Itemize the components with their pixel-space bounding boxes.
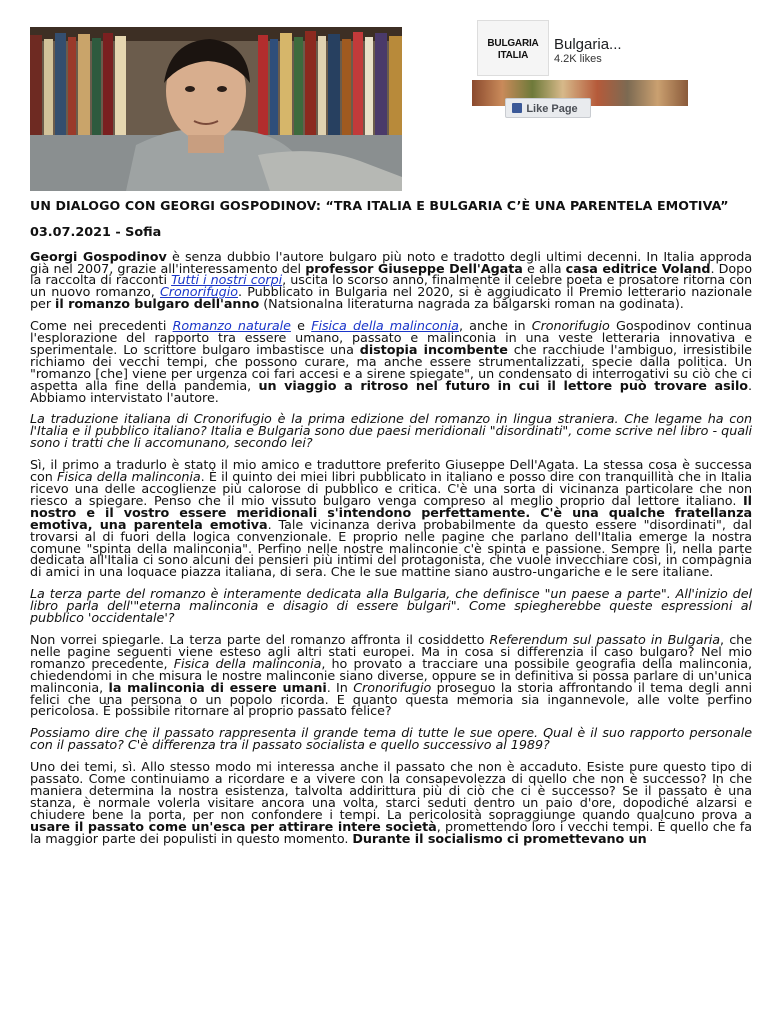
text: Come nei precedenti bbox=[30, 319, 173, 335]
text: , promettendo loro i vecchi tempi. È quello che fa la maggior parte dei populisti in questo momento. bbox=[30, 819, 752, 847]
answer-2 bbox=[30, 632, 753, 720]
summary-paragraph bbox=[30, 321, 752, 404]
text: . Abbiamo intervistato l'autore. bbox=[30, 378, 752, 406]
intro-paragraph bbox=[30, 249, 752, 313]
logo-text-line1: BULGARIA bbox=[487, 38, 539, 49]
text: , uscita lo scorso anno, finalmente il celebre poeta e prosatore ritorna con un nuovo romanzo, bbox=[30, 273, 752, 301]
text: e alla bbox=[522, 261, 566, 277]
text: proseguo la storia affrontando il tema degli anni felici che una persona o un popolo ricorda. E quanto questa memoria sia ingannevole, alle volte perfino pericolosa. È possibile ritornare al proprio passato felice? bbox=[30, 680, 753, 720]
text: Non vorrei spiegarle. La terza parte del romanzo affronta il cosiddetto bbox=[30, 632, 490, 648]
text: che racchiude l'ambiguo, irresistibile richiamo dei vecchi tempi, che possono curare, ma anche essere strumentalizzati, specie dalla politica. Un "romanzo [che] viene per urgenza coi fari accesi e a sirene spiegate", un condensato di interrogativi su ciò che ci aspetta alla fine della pandemia, bbox=[30, 342, 752, 394]
answer-3 bbox=[30, 762, 752, 845]
text: . In bbox=[326, 680, 354, 696]
emphasis: Il nostro e il vostro essere meridionali s'intendono perfettamente. C'è una qualche fratellanza emotiva, una parentela emotiva bbox=[30, 493, 752, 533]
author-photo bbox=[30, 27, 402, 191]
text: (Natsionalna literaturna nagrada za bălgarski roman na godinata). bbox=[259, 297, 684, 313]
text: . È il quinto dei miei libri pubblicato in italiano e posso dire con tranquillità che in Italia ricevo una delle accoglienze più calorose di pubblico e critica. C'è una sorta di vicinanza particolare che non riesco a spiegare. Penso che il mio vissuto bulgaro venga compreso al meglio proprio dal lettore italiano. bbox=[30, 470, 752, 509]
question-3: Possiamo dire che il passato rappresenta il grande tema di tutte le sue opere. Qual è il suo rapporto personale con il passato? C'è differenza tra il passato socialista e quello successivo al 1989? bbox=[30, 726, 752, 754]
logo-text-line2: ITALIA bbox=[497, 50, 529, 61]
award-name: il romanzo bulgaro dell'anno bbox=[55, 297, 260, 313]
text: e bbox=[290, 319, 312, 335]
question-2: La terza parte del romanzo è interamente dedicata alla Bulgaria, che definisce "un paese a parte". All'inizio del libro parla dell'"eterna malinconia e disagio di essere bulgari". Come spiegherebbe queste espressioni al pubblico 'occidentale'? bbox=[30, 587, 752, 627]
link-cronorifugio[interactable]: Cronorifugio bbox=[159, 285, 238, 301]
link-tutti-i-nostri-corpi[interactable]: Tutti i nostri corpi bbox=[171, 273, 283, 289]
book-title: Cronorifugio bbox=[353, 680, 432, 696]
emphasis: Durante il socialismo ci promettevano un bbox=[352, 831, 647, 847]
page-name-link[interactable]: Bulgaria... bbox=[554, 36, 622, 53]
question-1: La traduzione italiana di Cronorifugio è la prima edizione del romanzo in lingua straniera. Che legame ha con l'Italia e il pubblico italiano? Italia e Bulgaria sono due paesi meridionali "disordinati", come scrive nel libro - quali sono i tratti che li accomunano, secondo lei? bbox=[30, 412, 752, 452]
emphasis: un viaggio a ritroso nel futuro in cui il lettore può trovare asilo bbox=[258, 378, 748, 394]
article-title: UN DIALOGO CON GEORGI GOSPODINOV: “TRA ITALIA E BULGARIA C’È UNA PARENTELA EMOTIVA” bbox=[30, 198, 729, 213]
emphasis: distopia incombente bbox=[359, 342, 508, 358]
emphasis: usare il passato come un'esca per attirare intere società bbox=[30, 819, 437, 835]
article bbox=[30, 200, 752, 845]
text: , che nelle pagine seguenti viene esteso agli altri stati europei. Ma in cosa si differenzia il caso bulgaro? Nel mio romanzo precedente, bbox=[30, 632, 752, 672]
text: Sì, il primo a tradurlo è stato il mio amico e traduttore preferito Giuseppe Dell'Agata. La stessa cosa è successa con bbox=[30, 458, 752, 486]
text: è senza dubbio l'autore bulgaro più noto e tradotto degli ultimi decenni. In Italia approda già nel 2007, grazie all'interessamento del bbox=[30, 249, 752, 277]
facebook-page-widget bbox=[472, 14, 688, 115]
publisher-name: casa editrice Voland bbox=[565, 261, 711, 277]
translator-name: professor Giuseppe Dell'Agata bbox=[305, 261, 523, 277]
text: , anche in bbox=[458, 319, 532, 335]
book-title: Cronorifugio bbox=[531, 319, 610, 335]
like-page-button[interactable] bbox=[505, 98, 591, 118]
book-title: Fisica della malinconia bbox=[56, 470, 201, 486]
article-date: 03.07.2021 - Sofia bbox=[30, 224, 162, 240]
text: . Tale vicinanza deriva probabilmente da questo essere "disordinati", dal trovarsi al di fuori della logica convenzionale. E proprio nelle pagine che parlano dell'Italia emerge la nostra comune "spinta della malinconia". Perfino nelle nostre malinconie c'è spinta e passione. Sempre lì, nella parte dedicata all'Italia ci sono alcuni dei pensieri più intimi del protagonista, che vuole invecchiare così, in compagnia di amici in una loquace piazza italiana, di sera. Che le sue mattine siano austro-ungariche e le sere italiane. bbox=[30, 517, 752, 581]
like-page-label: Like Page bbox=[526, 103, 578, 115]
text: Uno dei temi, sì. Allo stesso modo mi interessa anche il passato che non è accaduto. Esiste pure questo tipo di passato. Come continuiamo a ricordare e a vivere con la consapevolezza di quello che non è successo? In che maniera determina la nostra esistenza, talvolta addirittura più di ciò che ci è successo? Se il passato è una stanza, è normale volerla visitare ancora una volta, starci seduti dentro un paio d'ore, dopodiché alzarsi e chiudere bene la porta, per non confondere i tempi. La pericolosità sopraggiunge quando qualcuno prova a bbox=[30, 760, 752, 823]
author-name: Georgi Gospodinov bbox=[30, 249, 167, 265]
link-fisica-della-malinconia[interactable]: Fisica della malinconia bbox=[311, 319, 459, 335]
answer-1 bbox=[30, 460, 752, 579]
link-romanzo-naturale[interactable]: Romanzo naturale bbox=[172, 319, 291, 335]
text: . Dopo la raccolta di racconti bbox=[30, 261, 752, 289]
book-title: Fisica della malinconia bbox=[173, 656, 322, 672]
emphasis: la malinconia di essere umani bbox=[108, 680, 327, 696]
page-logo[interactable] bbox=[477, 20, 549, 76]
text: Gospodinov continua l'esplorazione del rapporto tra essere umano, passato e malinconia in una veste letteraria innovativa e sperimentale. Lo scrittore bulgaro imbastisce una bbox=[30, 319, 752, 358]
facebook-icon bbox=[512, 103, 522, 113]
text: , ho provato a tracciare una possibile geografia della malinconia, chiedendomi in che misura le nostre malinconie siano diverse, oppure se in definitiva si possa parlare di un'unica malinconia, bbox=[30, 656, 752, 696]
text: . Pubblicato in Bulgaria nel 2020, si è aggiudicato il Premio letterario nazionale per bbox=[30, 285, 752, 313]
book-title: Referendum sul passato in Bulgaria bbox=[489, 632, 721, 648]
page-likes-count: 4.2K likes bbox=[554, 53, 602, 65]
